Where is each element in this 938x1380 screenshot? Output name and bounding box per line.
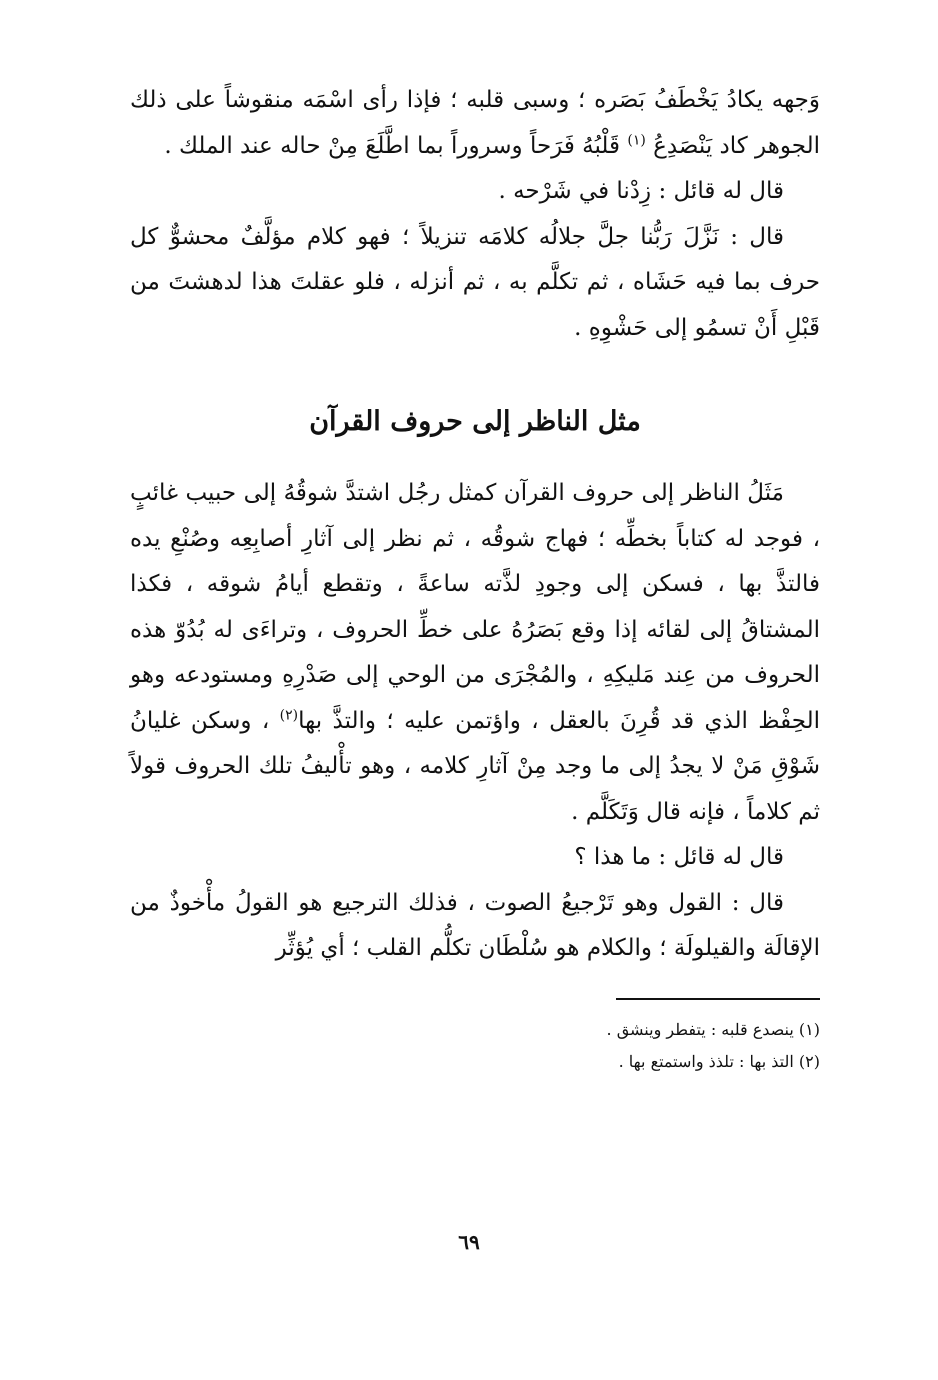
paragraph: قال له قائل : زِدْنا في شَرْحه .: [498, 178, 784, 204]
text-segment: وَجهه يكادُ يَخْطَفُ بَصَره ؛ وسبى قلبه ؛ فإذا رأى اسْمَه منقوشاً على ذلك الجوهر كاد يَنْصَدِعُ: [130, 87, 820, 159]
paragraph: قال : القول وهو تَرْجيعُ الصوت ، فذلك الترجيع هو القولُ مأْخوذٌ من الإقالَة والقيلولَة ؛ والكلام هو سُلْطَان تكلُّم القلب ؛ أي يُؤثِّر: [130, 889, 820, 961]
footnote: (٢) التذ بها : تلذذ واستمتع بها .: [618, 1051, 820, 1071]
section-title: مثل الناظر إلى حروف القرآن: [309, 406, 641, 437]
text-segment: مَثَلُ الناظر إلى حروف القرآن كمثل رجُل اشتدَّ شوقُهُ إلى حبيب غائبٍ ، فوجد له كتاباً بخطِّه ؛ فهاج شوقُه ، ثم نظر إلى آثارِ أصابِعِه وصُنْعِ يده فالتذَّ بها ، فسكن إلى وجودِ لذَّته ساعةً ، وتقطع أيامُ شوقه ، فكذا المشتاقُ إلى لقائه إذا وقع بَصَرُهُ على خطِّ الحروف ، وتراءَى له بُدُوّ هذه الحروف من عِند مَليكِهِ ، والمُجْرَى من الوحي إلى صَدْرِهِ ومستودعه وهو الحِفْظ الذي قد قُرِنَ بالعقل ، واؤتمن عليه ؛ والتذَّ بها: [130, 480, 821, 734]
footnote-reference: (٢): [279, 706, 299, 723]
page-number: ٦٩: [458, 1230, 480, 1254]
footnote-divider: [616, 998, 820, 1000]
footnote-reference: (١): [627, 131, 646, 148]
paragraph: قال : نَزَّلَ رَبُّنا جلَّ جلالُه كلامَه تنزيلاً ؛ فهو كلام مؤلَّفٌ محشوٌّ كل حرف بما فيه حَشَاه ، ثم تكلَّم به ، ثم أنزله ، فلو عقلتَ هذا لدهشتَ من قَبْلِ أَنْ تسمُو إلى حَشْوِهِ .: [130, 223, 820, 341]
text-segment: ، وسكن غليانُ شَوْقِ مَنْ لا يجدُ إلى ما وجد مِنْ آثارِ كلامه ، وهو تأْليفُ تلك الحروف قولاً ثم كلاماً ، فإنه قال وَتَكَلَّم .: [130, 707, 820, 825]
footnote: (١) ينصدع قلبه : يتفطر وينشق .: [606, 1019, 820, 1039]
document-page: [130, 78, 820, 1318]
paragraph: [130, 471, 820, 835]
paragraph: قال له قائل : ما هذا ؟: [574, 844, 784, 870]
text-segment: قَلْبُهُ فَرَحاً وسروراً بما اطَّلَعَ مِنْ حاله عند الملك .: [164, 132, 621, 159]
paragraph-continuation: [130, 78, 820, 169]
